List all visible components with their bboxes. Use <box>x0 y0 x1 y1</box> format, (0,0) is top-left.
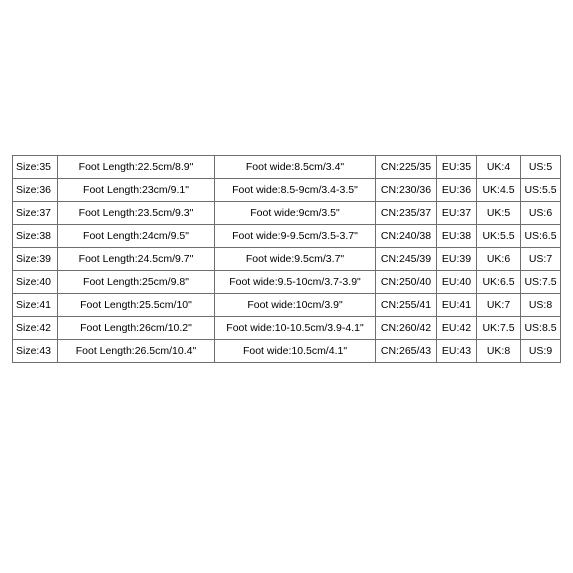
cn-size-cell: CN:260/42 <box>376 317 437 340</box>
foot-length-cell: Foot Length:25.5cm/10" <box>58 294 215 317</box>
table-row <box>13 248 561 271</box>
cn-size-cell: CN:245/39 <box>376 248 437 271</box>
foot-wide-cell: Foot wide:9.5-10cm/3.7-3.9" <box>215 271 376 294</box>
table-row <box>13 294 561 317</box>
size-cell: Size:40 <box>13 271 58 294</box>
uk-size-cell: UK:6 <box>477 248 521 271</box>
eu-size-cell: EU:38 <box>437 225 477 248</box>
size-cell: Size:35 <box>13 156 58 179</box>
foot-wide-cell: Foot wide:8.5cm/3.4" <box>215 156 376 179</box>
us-size-cell: US:8 <box>521 294 561 317</box>
us-size-cell: US:6 <box>521 202 561 225</box>
uk-size-cell: UK:8 <box>477 340 521 363</box>
uk-size-cell: UK:5.5 <box>477 225 521 248</box>
eu-size-cell: EU:40 <box>437 271 477 294</box>
eu-size-cell: EU:41 <box>437 294 477 317</box>
foot-length-cell: Foot Length:24cm/9.5" <box>58 225 215 248</box>
uk-size-cell: UK:7.5 <box>477 317 521 340</box>
size-cell: Size:39 <box>13 248 58 271</box>
table-row <box>13 225 561 248</box>
uk-size-cell: UK:4 <box>477 156 521 179</box>
foot-wide-cell: Foot wide:9.5cm/3.7" <box>215 248 376 271</box>
size-cell: Size:41 <box>13 294 58 317</box>
size-cell: Size:43 <box>13 340 58 363</box>
us-size-cell: US:8.5 <box>521 317 561 340</box>
foot-length-cell: Foot Length:26cm/10.2" <box>58 317 215 340</box>
cn-size-cell: CN:240/38 <box>376 225 437 248</box>
us-size-cell: US:5 <box>521 156 561 179</box>
foot-length-cell: Foot Length:26.5cm/10.4" <box>58 340 215 363</box>
foot-wide-cell: Foot wide:8.5-9cm/3.4-3.5" <box>215 179 376 202</box>
eu-size-cell: EU:36 <box>437 179 477 202</box>
foot-wide-cell: Foot wide:10-10.5cm/3.9-4.1" <box>215 317 376 340</box>
size-cell: Size:42 <box>13 317 58 340</box>
eu-size-cell: EU:37 <box>437 202 477 225</box>
uk-size-cell: UK:7 <box>477 294 521 317</box>
eu-size-cell: EU:43 <box>437 340 477 363</box>
foot-wide-cell: Foot wide:10cm/3.9" <box>215 294 376 317</box>
cn-size-cell: CN:235/37 <box>376 202 437 225</box>
foot-length-cell: Foot Length:23.5cm/9.3" <box>58 202 215 225</box>
table-row <box>13 317 561 340</box>
us-size-cell: US:6.5 <box>521 225 561 248</box>
us-size-cell: US:7 <box>521 248 561 271</box>
us-size-cell: US:7.5 <box>521 271 561 294</box>
table-row <box>13 156 561 179</box>
size-cell: Size:36 <box>13 179 58 202</box>
foot-length-cell: Foot Length:22.5cm/8.9" <box>58 156 215 179</box>
cn-size-cell: CN:225/35 <box>376 156 437 179</box>
us-size-cell: US:9 <box>521 340 561 363</box>
table-row <box>13 179 561 202</box>
uk-size-cell: UK:5 <box>477 202 521 225</box>
foot-length-cell: Foot Length:23cm/9.1" <box>58 179 215 202</box>
eu-size-cell: EU:35 <box>437 156 477 179</box>
foot-wide-cell: Foot wide:10.5cm/4.1" <box>215 340 376 363</box>
size-chart-table <box>12 155 561 363</box>
eu-size-cell: EU:42 <box>437 317 477 340</box>
cn-size-cell: CN:250/40 <box>376 271 437 294</box>
cn-size-cell: CN:230/36 <box>376 179 437 202</box>
foot-wide-cell: Foot wide:9-9.5cm/3.5-3.7" <box>215 225 376 248</box>
cn-size-cell: CN:255/41 <box>376 294 437 317</box>
uk-size-cell: UK:4.5 <box>477 179 521 202</box>
table-row <box>13 271 561 294</box>
foot-length-cell: Foot Length:25cm/9.8" <box>58 271 215 294</box>
foot-length-cell: Foot Length:24.5cm/9.7" <box>58 248 215 271</box>
table-row <box>13 340 561 363</box>
us-size-cell: US:5.5 <box>521 179 561 202</box>
cn-size-cell: CN:265/43 <box>376 340 437 363</box>
uk-size-cell: UK:6.5 <box>477 271 521 294</box>
size-cell: Size:37 <box>13 202 58 225</box>
table-row <box>13 202 561 225</box>
size-cell: Size:38 <box>13 225 58 248</box>
foot-wide-cell: Foot wide:9cm/3.5" <box>215 202 376 225</box>
eu-size-cell: EU:39 <box>437 248 477 271</box>
